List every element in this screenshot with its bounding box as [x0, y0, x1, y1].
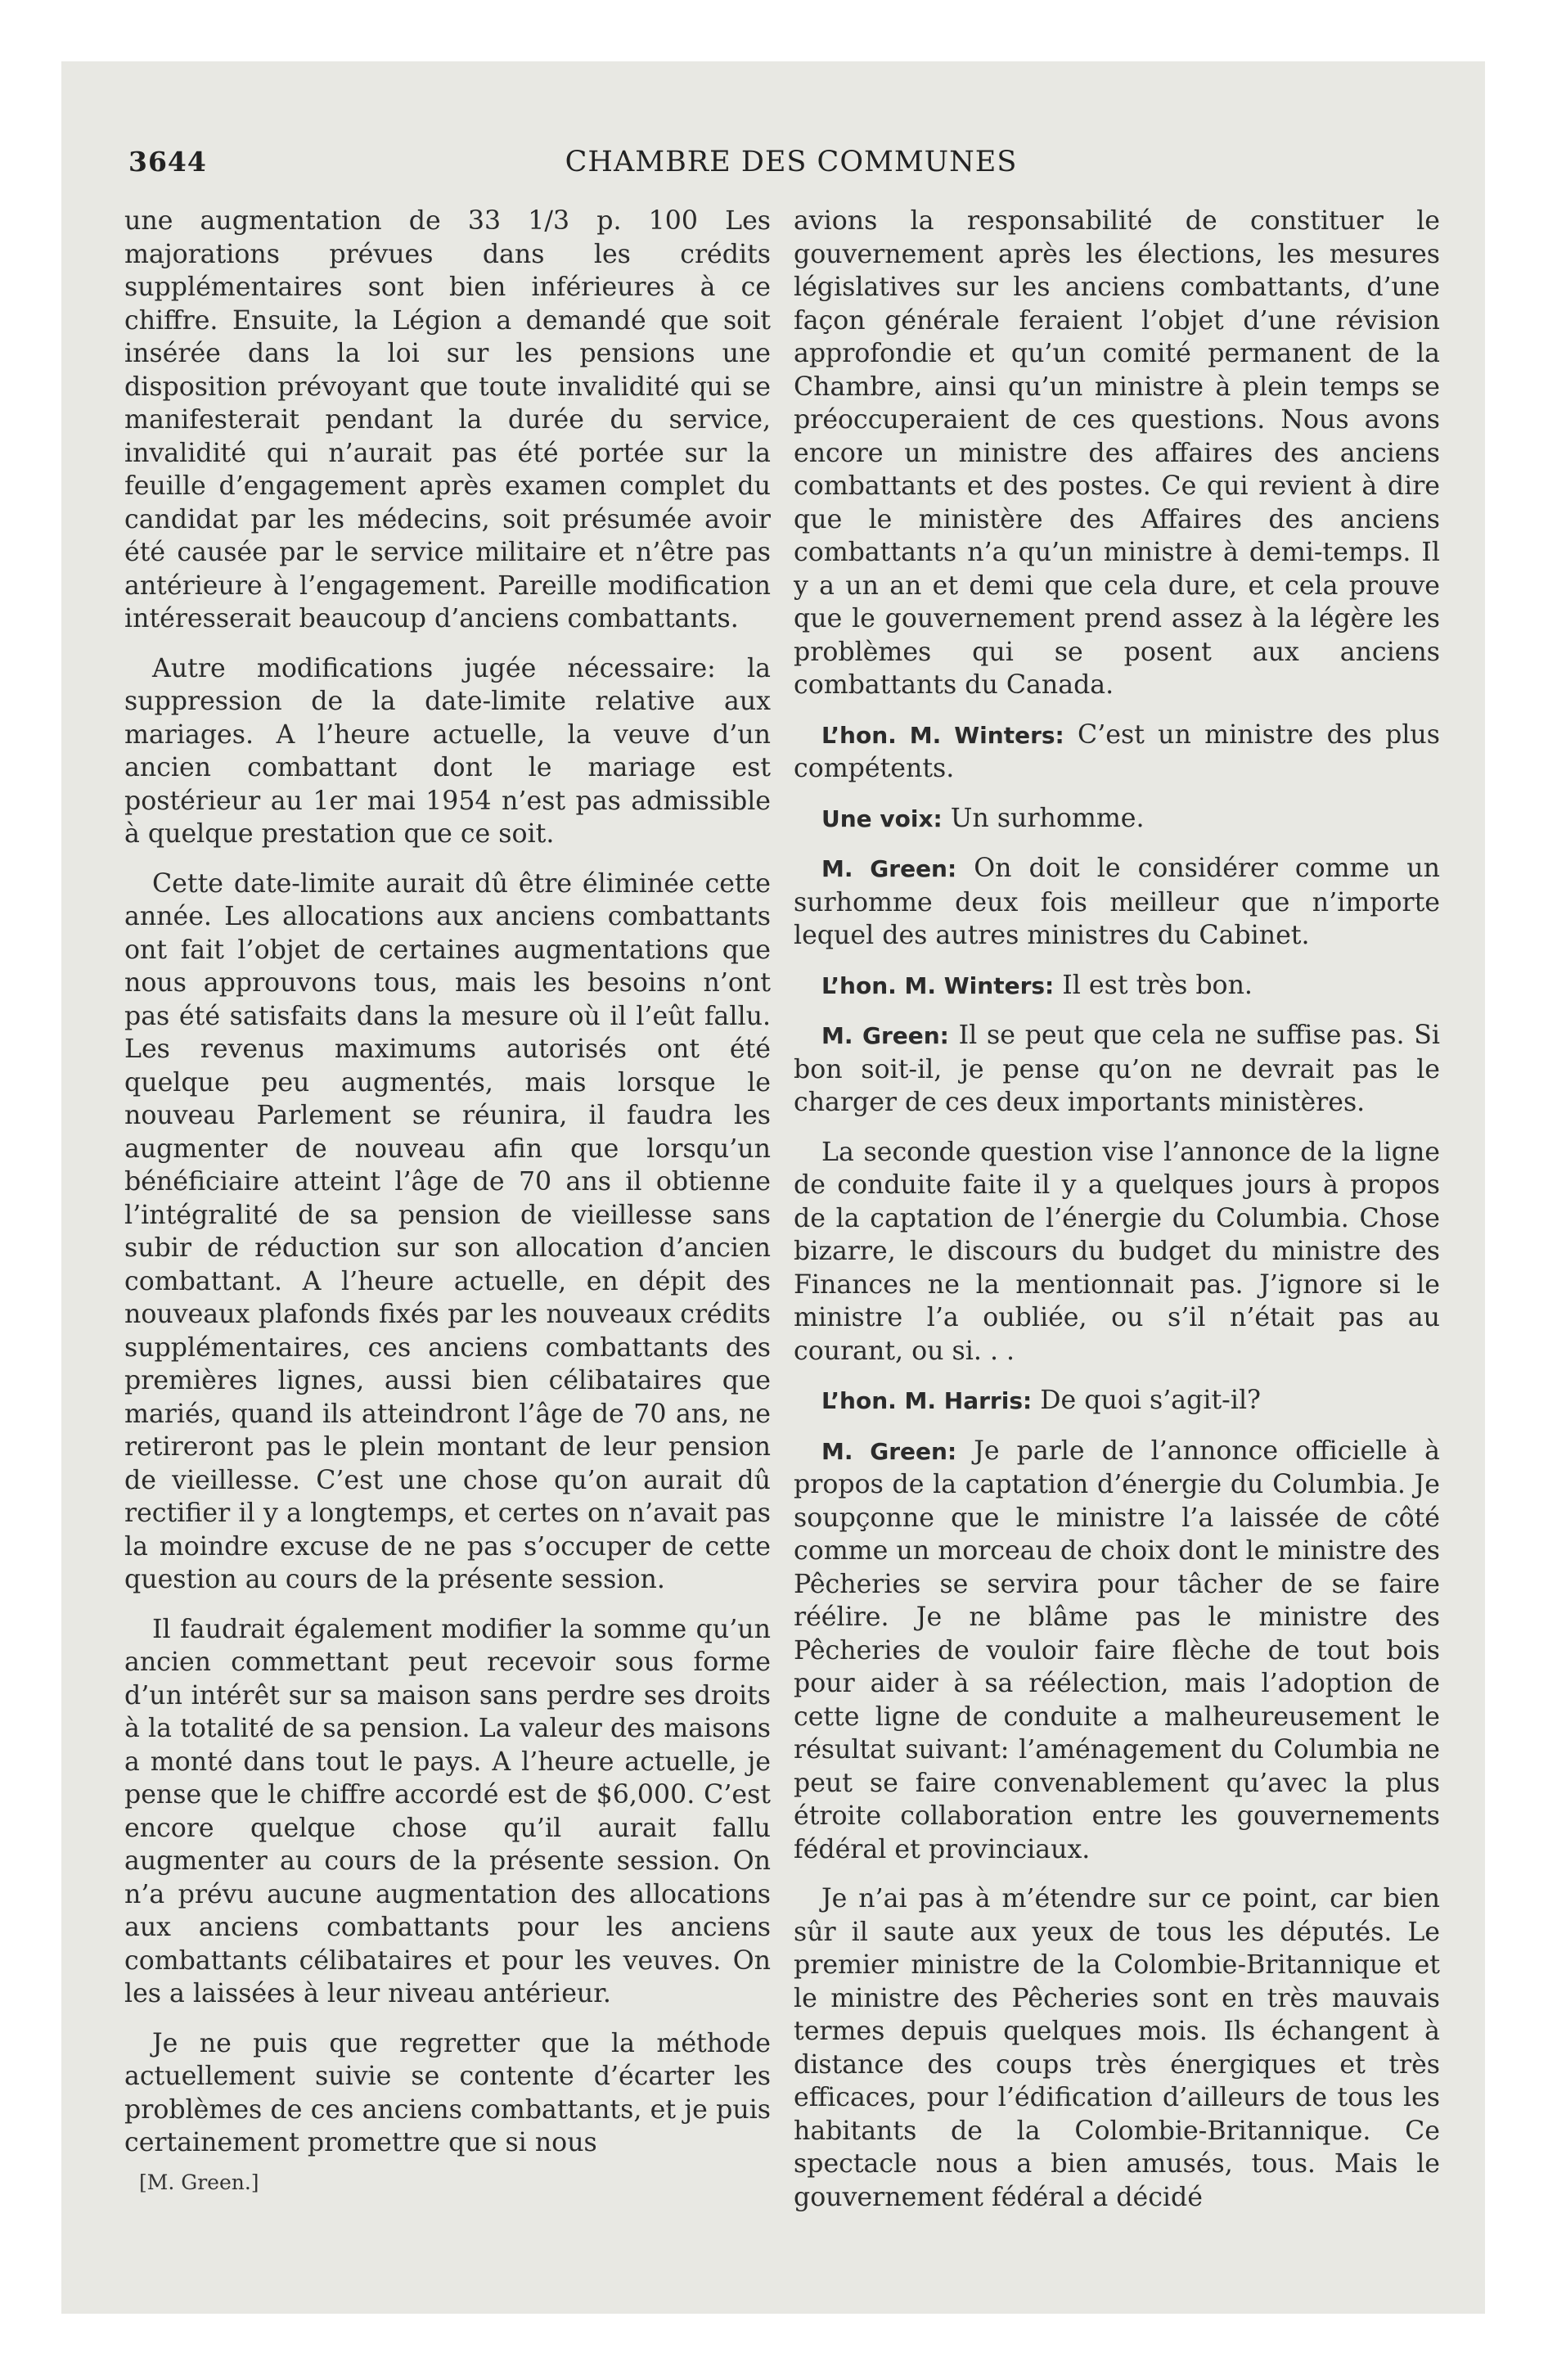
speech: [794, 802, 1440, 836]
speech: [794, 719, 1440, 786]
speech-text: De quoi s’agit-il?: [1032, 1386, 1261, 1415]
paragraph: Je ne puis que regretter que la méthode actuellement suivie se contente d’écarter les problèmes de ces anciens combattants, et je puis certainement promettre que si nous: [124, 2028, 771, 2157]
speech: [794, 969, 1440, 1003]
speaker-name: L’hon. M. Winters:: [821, 971, 1055, 999]
page-header: [128, 146, 1454, 195]
speech-text: C’est un ministre des plus compétents.: [794, 719, 1440, 783]
scanned-page: [61, 61, 1485, 2314]
paragraph: Autre modifications jugée nécessaire: la suppression de la date-limite relative aux mariages. A l’heure actuelle, la veuve d’un ancien combattant dont le mariage est postérieur au 1er mai 1954 n’est pas admissible à quelque prestation que ce soit.: [124, 653, 771, 849]
paragraph: une augmentation de 33 1/3 p. 100 Les majorations prévues dans les crédits supplémentaires sont bien inférieures à ce chiffre. Ensuite, la Légion a demandé que soit insérée dans la loi sur les pensions une disposition prévoyant que toute invalidité qui se manifesterait pendant la durée du service, invalidité qui n’aurait pas été portée sur la feuille d’engagement après examen complet du candidat par les médecins, soit présumée avoir été causée par le service militaire et n’être pas antérieure à l’engagement. Pareille modification intéresserait beaucoup d’anciens combattants.: [124, 206, 771, 633]
speaker-name: M. Green:: [821, 855, 957, 882]
speech-text: Il se peut que cela ne suffise pas. Si bon soit-il, je pense qu’on ne devrait pas le charger de ces deux importants ministères.: [794, 1021, 1441, 1117]
page-number: 3644: [128, 146, 207, 178]
speech: [794, 1384, 1440, 1418]
speaker-name: Une voix:: [821, 805, 943, 832]
speaker-name: M. Green:: [821, 1437, 957, 1465]
speech-text: Il est très bon.: [1054, 970, 1253, 1000]
speech-text: Je parle de l’annonce officielle à propos de la captation d’énergie du Columbia. Je soupçonne que le ministre l’a laissée de côté comme un morceau de choix dont le ministre des Pêcheries se servira pour tâcher de se faire réélire. Je ne blâme pas le ministre des Pêcheries de vouloir faire flèche de tout bois pour aider à sa réélection, mais l’adoption de cette ligne de conduite a malheureusement le résultat suivant: l’aménagement du Columbia ne peut se faire convenablement qu’avec la plus étroite collaboration entre les gouvernements fédéral et provinciaux.: [794, 1436, 1440, 1864]
running-head-title: CHAMBRE DES COMMUNES: [565, 146, 1018, 178]
speech-text: On doit le considérer comme un surhomme deux fois meilleur que n’importe lequel des autres ministres du Cabinet.: [794, 854, 1440, 950]
speech-text: Un surhomme.: [942, 803, 1145, 833]
speech: [794, 852, 1440, 953]
paragraph: Cette date-limite aurait dû être éliminée cette année. Les allocations aux anciens combattants ont fait l’objet de certaines augmentations que nous approuvons tous, mais les besoins n’ont pas été satisfaits dans la mesure où il l’eût fallu. Les revenus maximums autorisés ont été quelque peu augmentés, mais lorsque le nouveau Parlement se réunira, il faudra les augmenter de nouveau afin que lorsqu’un bénéficiaire atteint l’âge de 70 ans il obtienne l’intégralité de sa pension de vieillesse sans subir de réduction sur son allocation d’ancien combattant. A l’heure actuelle, en dépit des nouveaux plafonds fixés par les nouveaux crédits supplémentaires, ces anciens combattants des premières lignes, aussi bien célibataires que mariés, quand ils atteindront l’âge de 70 ans, ne retireront pas le plein montant de leur pension de vieillesse. C’est une chose qu’on aurait dû rectifier il y a longtemps, et certes on n’avait pas la moindre excuse de ne pas s’occuper de cette question au cours de la présente session.: [124, 868, 771, 1594]
left-column: [124, 205, 771, 2176]
paragraph: Il faudrait également modifier la somme qu’un ancien commettant peut recevoir sous forme d’un intérêt sur sa maison sans perdre ses droits à la totalité de sa pension. La valeur des maisons a monté dans tout le pays. A l’heure actuelle, je pense que le chiffre accordé est de $6,000. C’est encore quelque chose qu’il aurait fallu augmenter au cours de la présente session. On n’a prévu aucune augmentation des allocations aux anciens combattants pour les anciens combattants célibataires et pour les veuves. On les a laissées à leur niveau antérieur.: [124, 1614, 771, 2008]
speaker-name: L’hon. M. Winters:: [821, 721, 1064, 749]
speaker-name: L’hon. M. Harris:: [821, 1387, 1033, 1414]
speech: [794, 1435, 1440, 1867]
paragraph: La seconde question vise l’annonce de la ligne de conduite faite il y a quelques jours à propos de la captation de l’énergie du Columbia. Chose bizarre, le discours du budget du ministre des Finances ne la mentionnait pas. J’ignore si le ministre l’a oubliée, ou s’il n’était pas au courant, ou si. . .: [794, 1137, 1440, 1366]
footer-speaker-tag: [M. Green.]: [139, 2170, 259, 2194]
paragraph: Je n’ai pas à m’étendre sur ce point, car bien sûr il saute aux yeux de tous les députés. Le premier ministre de la Colombie-Britannique et le ministre des Pêcheries sont en très mauvais termes depuis quelques mois. Ils échangent à distance des coups très énergiques et très efficaces, pour l’édification d’ailleurs de tous les habitants de la Colombie-Britannique. Ce spectacle nous a bien amusés, tous. Mais le gouvernement fédéral a décidé: [794, 1884, 1440, 2212]
right-column: [794, 205, 1440, 2230]
speaker-name: M. Green:: [821, 1022, 949, 1049]
paragraph: avions la responsabilité de constituer le gouvernement après les élections, les mesures législatives sur les anciens combattants, d’une façon générale feraient l’objet d’une révision approfondie et qu’un comité permanent de la Chambre, ainsi qu’un ministre à plein temps se préoccuperaient de ces questions. Nous avons encore un ministre des affaires des anciens combattants et des postes. Ce qui revient à dire que le ministère des Affaires des anciens combattants n’a qu’un ministre à demi-temps. Il y a un an et demi que cela dure, et cela prouve que le gouvernement prend assez à la légère les problèmes qui se posent aux anciens combattants du Canada.: [794, 206, 1440, 700]
speech: [794, 1019, 1440, 1120]
